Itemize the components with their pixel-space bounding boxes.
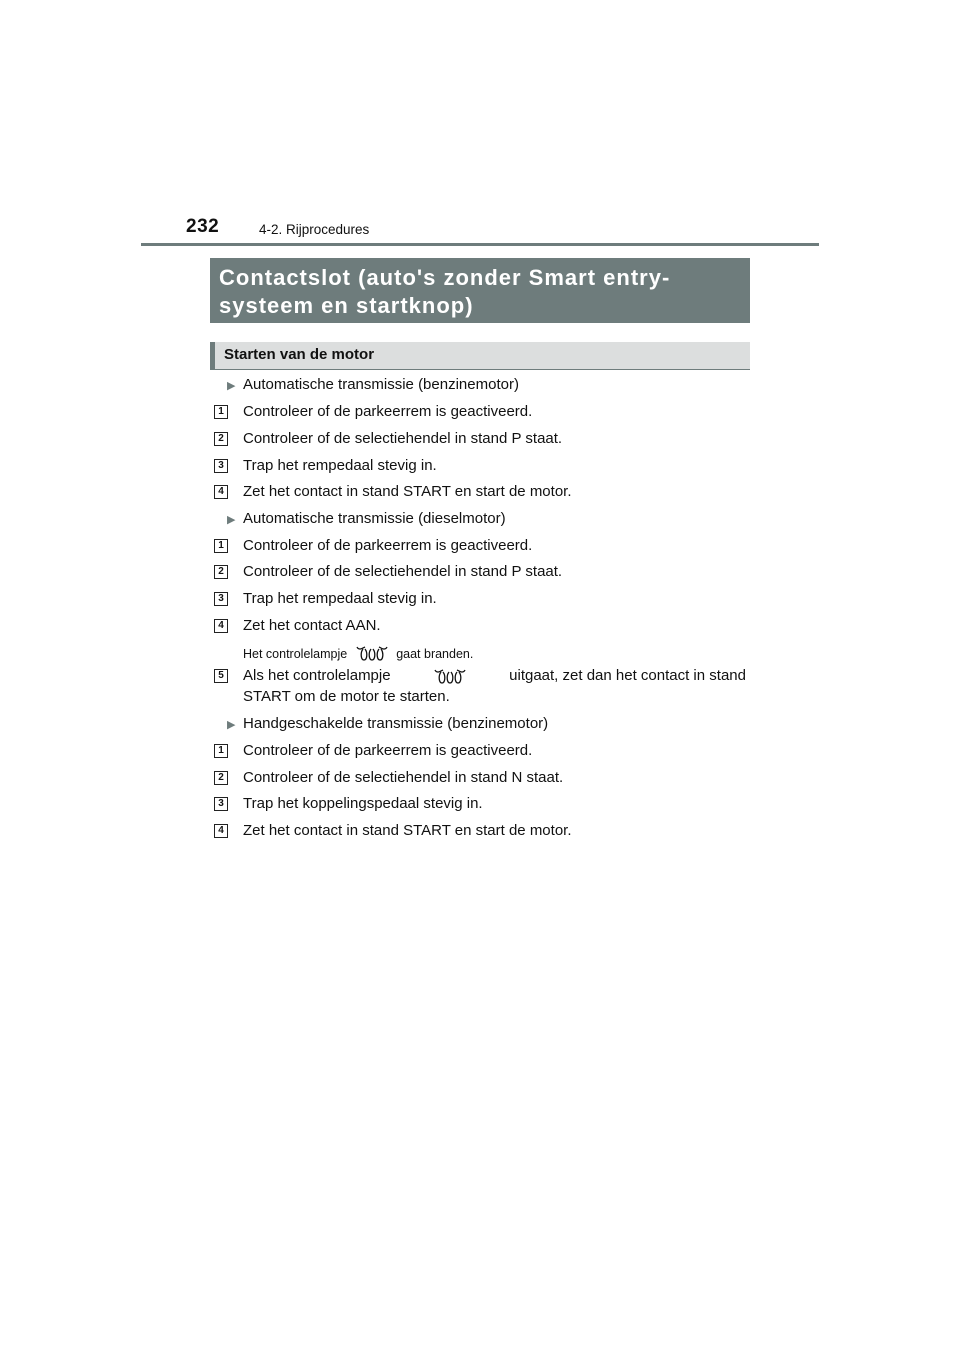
group-heading-text: Automatische transmissie (dieselmotor)	[243, 510, 506, 527]
step-badge: 3	[214, 797, 228, 811]
step-text: Controleer of de parkeerrem is geactiveerd.	[243, 537, 533, 554]
step-text: Trap het rempedaal stevig in.	[243, 457, 437, 474]
note-text-after: gaat branden.	[396, 647, 474, 661]
step-text: Zet het contact in stand START en start de motor.	[243, 483, 572, 500]
step-text-line-2: START om de motor te starten.	[243, 688, 450, 705]
step-text: Controleer of de selectiehendel in stand P staat.	[243, 430, 563, 447]
group-heading	[227, 375, 519, 396]
step-text: Zet het contact in stand START en start de motor.	[243, 822, 572, 839]
step-text: Zet het contact AAN.	[243, 617, 381, 634]
step-badge: 3	[214, 459, 228, 473]
step-badge: 1	[214, 744, 228, 758]
step-badge: 5	[214, 669, 228, 683]
page-number: 232	[186, 216, 220, 237]
step-badge: 1	[214, 539, 228, 553]
section-title-line-1: Contactslot (auto's zonder Smart entry-	[219, 265, 671, 290]
step-text-after: uitgaat, zet dan het contact in stand	[509, 667, 746, 684]
step-badge: 4	[214, 485, 228, 499]
section-label: 4-2. Rijprocedures	[259, 222, 370, 237]
step-badge: 1	[214, 405, 228, 419]
step-text-before: Als het controlelampje	[243, 667, 391, 684]
section-title	[210, 258, 750, 323]
triangle-right-icon: ▶	[227, 719, 236, 731]
group-heading	[227, 714, 548, 735]
triangle-right-icon: ▶	[227, 380, 236, 392]
section-title-line-2: systeem en startknop)	[219, 293, 474, 318]
step-badge: 4	[214, 619, 228, 633]
note-text-before: Het controlelampje	[243, 647, 348, 661]
step-text-line-1	[243, 665, 746, 686]
step-text: Controleer of de selectiehendel in stand P staat.	[243, 563, 563, 580]
glow-plug-indicator-icon	[355, 644, 389, 662]
step-text: Controleer of de selectiehendel in stand N staat.	[243, 769, 564, 786]
step-badge: 2	[214, 565, 228, 579]
triangle-right-icon: ▶	[227, 514, 236, 526]
step-text: Trap het rempedaal stevig in.	[243, 590, 437, 607]
step-text: Trap het koppelingspedaal stevig in.	[243, 795, 483, 812]
group-heading	[227, 509, 506, 530]
step-note	[243, 644, 473, 662]
step-text: Controleer of de parkeerrem is geactiveerd.	[243, 403, 533, 420]
step-badge: 3	[214, 592, 228, 606]
subheading: Starten van de motor	[210, 342, 750, 370]
glow-plug-indicator-icon	[433, 667, 467, 685]
step-badge: 4	[214, 824, 228, 838]
step-badge: 2	[214, 432, 228, 446]
step-text: Controleer of de parkeerrem is geactiveerd.	[243, 742, 533, 759]
step-badge: 2	[214, 771, 228, 785]
group-heading-text: Automatische transmissie (benzinemotor)	[243, 376, 519, 393]
group-heading-text: Handgeschakelde transmissie (benzinemotor)	[243, 715, 549, 732]
header-rule	[141, 243, 819, 246]
step-text	[243, 665, 746, 707]
